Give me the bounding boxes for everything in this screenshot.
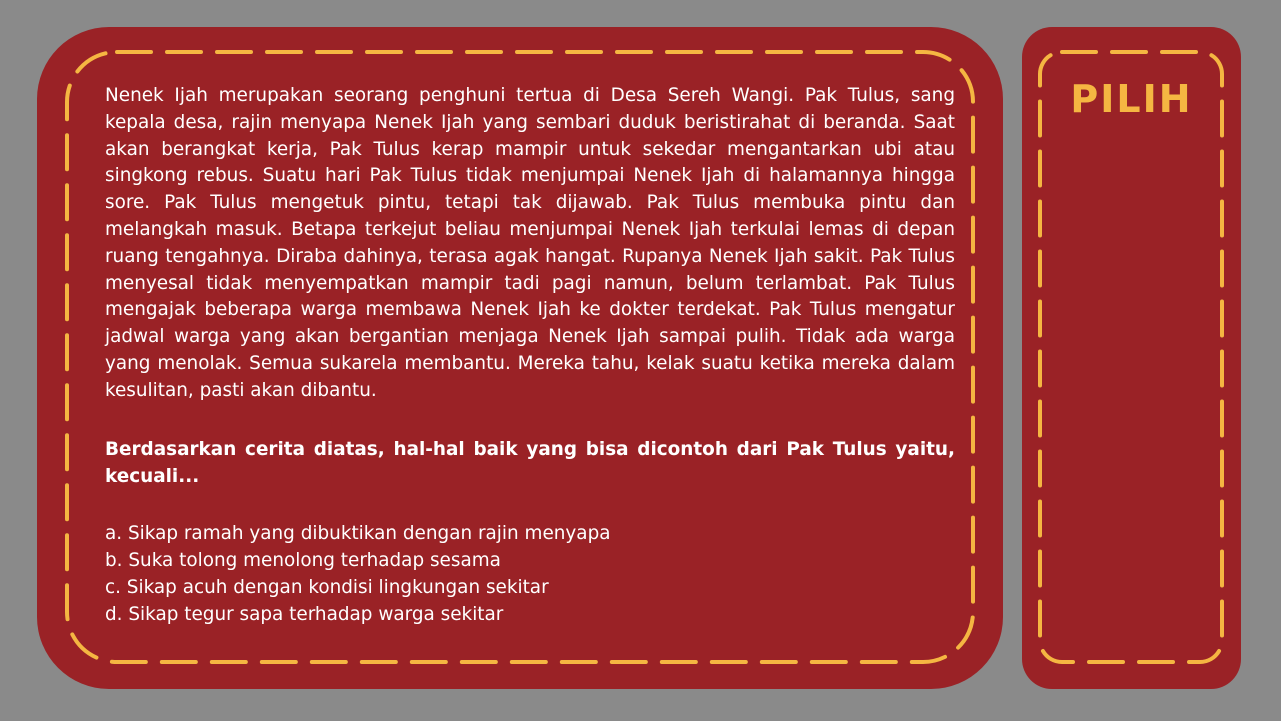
option-d[interactable]: d. Sikap tegur sapa terhadap warga sekitar xyxy=(105,604,504,625)
story-passage: Nenek Ijah merupakan seorang penghuni tertua di Desa Sereh Wangi. Pak Tulus, sang kepala desa, rajin menyapa Nenek Ijah yang sembari duduk beristirahat di beranda. Saat akan berangkat kerja, Pak Tulus kerap mampir untuk sekedar mengantarkan ubi atau singkong rebus. Suatu hari Pak Tulus tidak menjumpai Nenek Ijah di halamannya hingga sore. Pak Tulus mengetuk pintu, tetapi tak dijawab. Pak Tulus membuka pintu dan melangkah masuk. Betapa terkejut beliau menjumpai Nenek Ijah terkulai lemas di depan ruang tengahnya. Diraba dahinya, terasa agak hangat. Rupanya Nenek Ijah sakit. Pak Tulus menyesal tidak menyempatkan mampir tadi pagi namun, belum terlambat. Pak Tulus mengajak beberapa warga membawa Nenek Ijah ke dokter terdekat. Pak Tulus mengatur jadwal warga yang akan bergantian menjaga Nenek Ijah sampai pulih. Tidak ada warga yang menolak. Semua sukarela membantu. Mereka tahu, kelak suatu ketika mereka dalam kesulitan, pasti akan dibantu. xyxy=(105,85,955,401)
option-c[interactable]: c. Sikap acuh dengan kondisi lingkungan sekitar xyxy=(105,577,549,598)
question-text: Berdasarkan cerita diatas, hal-hal baik yang bisa dicontoh dari Pak Tulus yaitu, kecuali... xyxy=(105,439,955,487)
answer-options xyxy=(105,520,611,628)
option-a[interactable]: a. Sikap ramah yang dibuktikan dengan rajin menyapa xyxy=(105,523,611,544)
option-b[interactable]: b. Suka tolong menolong terhadap sesama xyxy=(105,550,501,571)
pilih-label: PILIH xyxy=(1070,77,1193,121)
pilih-panel[interactable] xyxy=(1022,27,1241,689)
